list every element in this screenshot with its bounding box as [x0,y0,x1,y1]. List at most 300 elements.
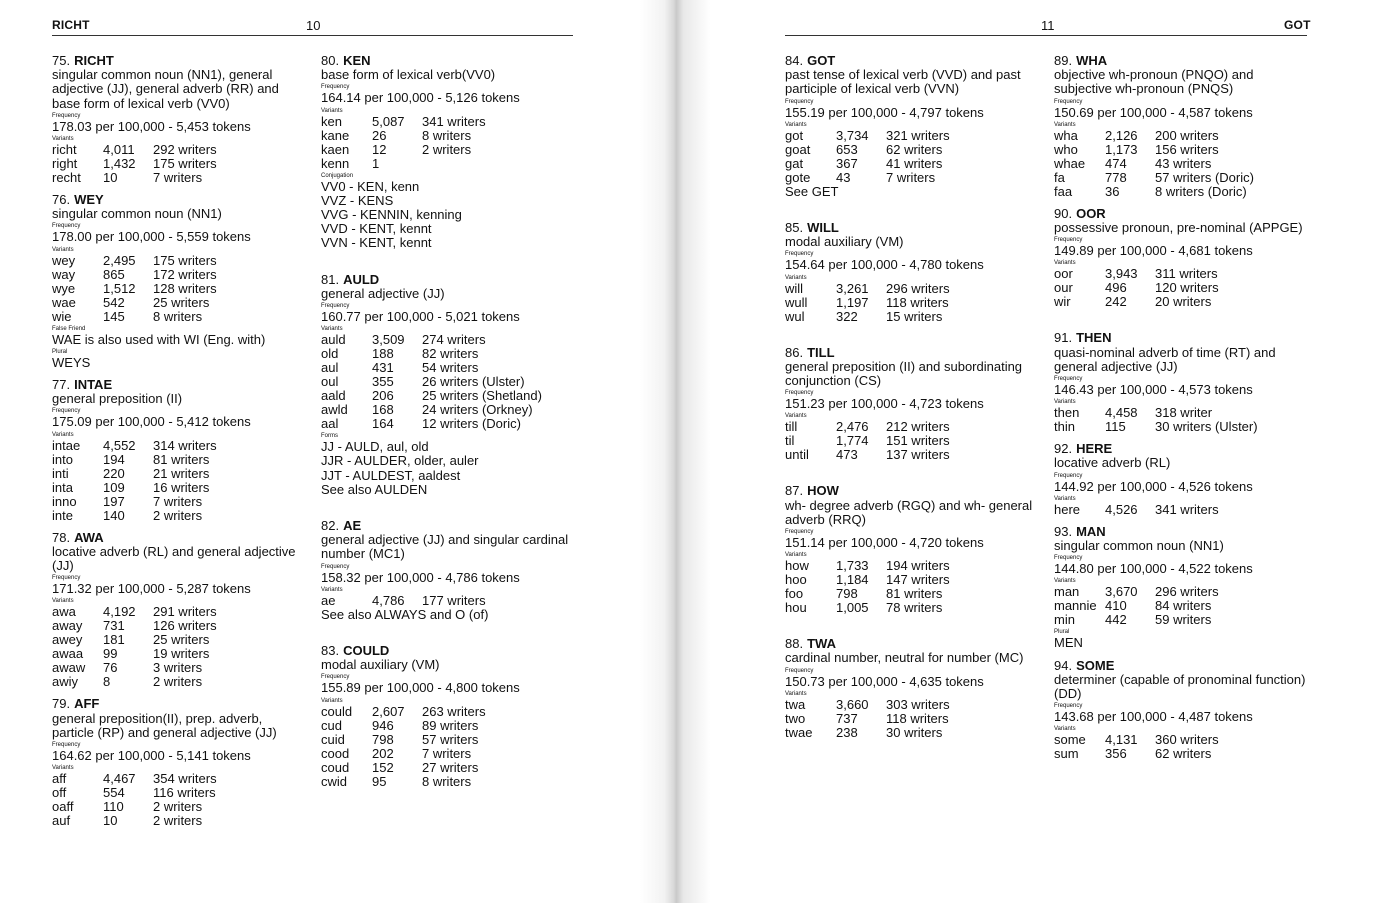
variant-form: wye [52,280,76,296]
book-gutter [640,0,710,903]
variant-form: gote [785,169,811,185]
variant-form: here [1054,501,1081,517]
variant-count: 2,476 [836,419,869,435]
variant-writers: 21 writers [153,465,210,481]
variant-writers: 311 writers [1155,266,1218,282]
variant-writers: 314 writers [153,437,217,453]
variant-count: 164 [372,416,394,432]
variants-label: Variants [321,107,343,114]
variant-form: will [785,280,804,296]
headword: MAN [1076,523,1106,539]
variant-count: 242 [1105,294,1127,310]
frequency-value: 164.62 per 100,000 - 5,141 tokens [52,748,251,764]
frequency-value: 150.73 per 100,000 - 4,635 tokens [785,673,984,689]
variant-row [52,439,217,453]
variants-table [1054,503,1219,517]
variant-form: richt [52,142,77,158]
variant-row [52,296,217,310]
variant-count: 3,943 [1105,266,1138,282]
variant-row [52,268,217,282]
frequency-value: 178.03 per 100,000 - 5,453 tokens [52,118,251,134]
variant-count: 3,660 [836,696,869,712]
variant-form: awld [321,402,348,418]
variant-writers: 177 writers [422,592,486,608]
variant-writers: 25 writers (Shetland) [422,388,542,404]
entry-number: 85. [785,220,804,236]
headword: RICHT [74,53,114,68]
variant-count: 473 [836,447,858,463]
variant-row [321,115,486,129]
dictionary-entry [321,519,575,622]
variants-label: Variants [785,552,807,559]
note-line: See GET [785,183,839,199]
variant-writers: 41 writers [886,155,943,171]
variant-form: thin [1054,419,1075,435]
variants-label: Variants [1054,121,1076,128]
note-label: Plural [52,348,68,355]
note-line: JJR - AULDER, older, auler [321,453,479,469]
variant-count: 4,552 [103,437,136,453]
dictionary-entry [1054,331,1308,434]
variant-row [52,675,217,689]
variant-count: 4,467 [103,771,136,787]
variant-row [785,129,950,143]
frequency-value: 175.09 per 100,000 - 5,412 tokens [52,414,251,430]
variant-writers: 137 writers [886,447,950,463]
variant-row [321,403,542,417]
variant-row [52,605,217,619]
part-of-speech: locative adverb (RL) [1054,455,1171,471]
entry-heading [321,273,575,287]
variant-count: 542 [103,294,125,310]
dictionary-entry [321,644,575,789]
variant-row [1054,747,1219,761]
variant-writers: 2 writers [422,141,472,157]
part-of-speech: base form of lexical verb(VV0) [321,67,496,83]
entry-heading [785,54,1040,68]
variant-writers: 126 writers [153,618,217,634]
variant-count: 115 [1105,419,1126,435]
page-number: 11 [1041,18,1055,33]
variant-form: could [321,703,353,719]
entry-spacer [785,623,1040,637]
variant-form: aul [321,360,339,376]
variant-count: 95 [372,773,387,789]
variant-count: 737 [836,710,858,726]
entry-number: 91. [1054,330,1073,346]
dictionary-entry [52,697,306,828]
variant-writers: 128 writers [153,280,217,296]
variant-form: until [785,447,809,463]
variant-count: 356 [1105,746,1127,762]
part-of-speech: general preposition(II), prep. adverb, particle (RP) and general adjective (JJ) [52,710,277,740]
variant-form: foo [785,586,804,602]
variant-row [1054,599,1219,613]
variant-writers: 175 writers [153,252,217,268]
part-of-speech: general preposition (II) and subordinating conjunction (CS) [785,358,1023,389]
variant-form: inno [52,493,77,509]
variant-row [785,698,950,712]
variant-writers: 2 writers [153,674,203,690]
variant-row [785,601,950,615]
header-rule [785,35,1307,36]
variant-row [321,347,542,361]
part-of-speech: singular common noun (NN1) [52,206,222,222]
variant-form: mannie [1054,598,1097,614]
variant-writers: 25 writers [153,632,210,648]
entry-heading [785,637,1040,651]
variant-form: cud [321,717,342,733]
variant-form: awey [52,632,83,648]
headword: WILL [807,220,839,236]
variant-form: how [785,558,809,574]
dictionary-entry [785,484,1040,615]
entry-heading [52,54,306,68]
note-line: VVN - KENT, kennt [321,235,432,251]
variant-row [52,661,217,675]
variant-form: our [1054,280,1073,296]
headword: KEN [343,53,371,68]
frequency-value: 171.32 per 100,000 - 5,287 tokens [52,581,251,597]
variant-count: 410 [1105,598,1127,614]
variant-row [52,647,217,661]
variant-count: 1,184 [836,572,869,588]
frequency-label: Frequency [785,390,814,397]
frequency-label: Frequency [321,84,350,91]
variant-writers: 19 writers [153,646,210,662]
entry-heading [52,531,306,545]
variant-writers: 263 writers [422,703,486,719]
variant-count: 554 [103,785,125,801]
note-label: False Friend [52,325,86,332]
variant-row [1054,295,1219,309]
headword: HOW [807,483,839,499]
variant-writers: 303 writers [886,696,950,712]
part-of-speech: general adjective (JJ) and singular cardinal number (MC1) [321,532,569,562]
variant-writers: 7 writers [422,745,472,761]
variant-count: 99 [103,646,118,662]
running-head: GOT [1284,18,1311,32]
left-column-1 [52,54,306,836]
variant-row [785,296,950,310]
variant-row [321,775,486,789]
header-rule [52,35,573,36]
frequency-label: Frequency [1054,237,1083,244]
variant-writers: 62 writers [1155,746,1212,762]
frequency-label: Frequency [1054,555,1083,562]
part-of-speech: singular common noun (NN1) [1054,538,1224,554]
dictionary-entry [1054,659,1308,762]
variant-row [52,254,217,268]
note-line: VVG - KENNIN, kenning [321,207,462,223]
part-of-speech: cardinal number, neutral for number (MC) [785,650,1024,666]
entry-number: 94. [1054,657,1073,673]
variant-row [321,333,542,347]
headword: SOME [1076,657,1115,673]
right-page [680,0,1373,903]
frequency-label: Frequency [52,223,81,230]
dictionary-entry [785,346,1040,463]
variant-form: ae [321,592,336,608]
part-of-speech: singular common noun (NN1), general adjective (JJ), general adverb (RR) and base form of lexical verb (VV0) [52,67,279,111]
entry-heading [321,644,575,658]
variant-row [321,594,486,608]
variant-count: 442 [1105,612,1127,628]
variant-form: recht [52,170,81,186]
variant-writers: 54 writers [422,360,479,376]
entry-number: 82. [321,518,340,534]
variant-count: 4,458 [1105,405,1138,421]
variant-writers: 30 writers (Ulster) [1155,419,1258,435]
variant-writers: 2 writers [153,813,203,829]
note-line: VVD - KENT, kennt [321,221,432,237]
frequency-value: 155.19 per 100,000 - 4,797 tokens [785,104,984,120]
note-line: See also AULDEN [321,481,428,497]
variant-form: then [1054,405,1080,421]
variant-writers: 291 writers [153,604,217,620]
variant-writers: 8 writers [422,127,472,143]
note-line: MEN [1054,635,1083,651]
entry-number: 81. [321,271,340,287]
variants-label: Variants [1054,495,1076,502]
entry-number: 86. [785,344,804,360]
variant-form: some [1054,732,1086,748]
entry-spacer [321,630,575,644]
variants-label: Variants [52,598,74,605]
variant-count: 4,786 [372,592,405,608]
variant-row [1054,503,1219,517]
note-line: VVZ - KENS [321,192,394,208]
variant-writers: 318 writer [1155,405,1213,421]
variant-form: old [321,346,339,362]
headword: AWA [74,529,104,545]
entry-spacer [1054,317,1308,331]
part-of-speech: possessive pronoun, pre-nominal (APPGE) [1054,220,1303,236]
variants-label: Variants [321,586,343,593]
variants-table [52,143,217,185]
frequency-label: Frequency [52,575,81,582]
variants-label: Variants [52,246,74,253]
variant-form: intae [52,437,81,453]
entry-number: 88. [785,636,804,652]
variant-count: 798 [372,731,394,747]
frequency-value: 149.89 per 100,000 - 4,681 tokens [1054,243,1253,259]
variant-form: sum [1054,746,1079,762]
entry-number: 75. [52,53,71,68]
entry-heading [52,193,306,207]
frequency-label: Frequency [785,251,814,258]
variant-count: 181 [103,632,125,648]
variants-table [1054,733,1219,761]
variant-row [785,420,950,434]
variant-row [321,747,486,761]
headword: HERE [1076,441,1113,457]
variant-form: wull [785,294,808,310]
frequency-value: 143.68 per 100,000 - 4,487 tokens [1054,709,1253,725]
entry-number: 76. [52,192,71,208]
variants-table [1054,585,1219,627]
note-label: Forms [321,433,338,440]
frequency-label: Frequency [1054,703,1083,710]
headword: TWA [807,636,836,652]
variant-writers: 8 writers [422,773,472,789]
variant-row [1054,143,1254,157]
variant-count: 2,607 [372,703,405,719]
variant-row [321,389,542,403]
variant-row [52,481,217,495]
variant-count: 946 [372,717,394,733]
variant-count: 10 [103,813,118,829]
part-of-speech: quasi-nominal adverb of time (RT) and general adjective (JJ) [1054,344,1276,374]
frequency-value: 150.69 per 100,000 - 4,587 tokens [1054,104,1253,120]
headword: TILL [807,344,835,360]
variants-label: Variants [785,121,807,128]
part-of-speech: locative adverb (RL) and general adjective (JJ) [52,543,296,574]
variant-count: 197 [103,493,125,509]
variant-writers: 292 writers [153,142,217,158]
variants-table [52,605,217,689]
entry-number: 83. [321,643,340,659]
variant-count: 1,733 [836,558,869,574]
entry-number: 87. [785,483,804,499]
variant-row [1054,613,1219,627]
variant-writers: 59 writers [1155,612,1212,628]
variant-row [1054,281,1219,295]
variant-writers: 341 writers [1155,501,1219,517]
variant-form: aff [52,771,67,787]
frequency-label: Frequency [785,529,814,536]
note-line: JJ - AULD, aul, old [321,439,429,455]
variant-row [1054,733,1219,747]
variant-count: 731 [103,618,125,634]
variant-count: 3,734 [836,127,869,143]
variant-count: 168 [372,402,394,418]
entry-heading [1054,525,1308,539]
variant-row [321,705,486,719]
variant-count: 202 [372,745,394,761]
variant-row [52,786,217,800]
variant-row [1054,420,1258,434]
variant-count: 3,261 [836,280,869,296]
frequency-value: 154.64 per 100,000 - 4,780 tokens [785,257,984,273]
dictionary-entry [1054,442,1308,517]
part-of-speech: general preposition (II) [52,391,183,407]
variant-row [52,800,217,814]
headword: GOT [807,53,836,68]
variant-writers: 147 writers [886,572,950,588]
variant-form: wir [1054,294,1071,310]
variant-count: 36 [1105,183,1120,199]
variant-writers: 81 writers [153,451,210,467]
note-line: See also ALWAYS and O (of) [321,606,489,622]
headword: AFF [74,696,100,712]
part-of-speech: determiner (capable of pronominal function) (DD) [1054,671,1306,702]
headword: AULD [343,271,380,287]
variant-row [785,448,950,462]
entry-heading [52,378,306,392]
frequency-value: 160.77 per 100,000 - 5,021 tokens [321,309,520,325]
variant-row [52,772,217,786]
variant-count: 798 [836,586,858,602]
variant-form: ken [321,113,342,129]
variant-writers: 15 writers [886,308,943,324]
variants-label: Variants [52,765,74,772]
variant-count: 653 [836,141,858,157]
entry-number: 79. [52,696,71,712]
part-of-speech: objective wh-pronoun (PNQO) and subjective wh-pronoun (PNQS) [1054,67,1254,97]
variants-label: Variants [785,274,807,281]
entry-heading [1054,54,1308,68]
entry-number: 93. [1054,523,1073,539]
variant-form: twae [785,724,813,740]
frequency-label: Frequency [52,112,81,119]
variant-form: til [785,433,795,449]
frequency-value: 151.14 per 100,000 - 4,720 tokens [785,535,984,551]
part-of-speech: modal auxiliary (VM) [785,234,904,250]
note-line: VV0 - KEN, kenn [321,178,420,194]
variant-form: till [785,419,798,435]
variant-writers: 116 writers [153,785,216,801]
variants-table [785,282,950,324]
variant-count: 12 [372,141,387,157]
variant-count: 865 [103,266,125,282]
variant-row [52,453,217,467]
variant-writers: 8 writers [153,308,203,324]
variant-form: gat [785,155,804,171]
variant-writers: 43 writers [1155,155,1212,171]
variant-writers: 57 writers [422,731,479,747]
variant-form: aald [321,388,346,404]
part-of-speech: wh- degree adverb (RGQ) and wh- general adverb (RRQ) [785,497,1033,527]
variant-form: oor [1054,266,1073,282]
frequency-value: 144.92 per 100,000 - 4,526 tokens [1054,478,1253,494]
variants-table [1054,267,1219,309]
variant-form: goat [785,141,811,157]
variant-row [785,712,950,726]
variant-count: 4,526 [1105,501,1138,517]
variant-count: 1 [372,155,380,171]
variant-writers: 7 writers [153,170,203,186]
variants-table [52,772,217,828]
variant-writers: 57 writers (Doric) [1155,169,1254,185]
variant-form: awiy [52,674,79,690]
note-line: WAE is also used with WI (Eng. with) [52,331,266,347]
variant-count: 220 [103,465,125,481]
entry-heading [1054,442,1308,456]
variant-form: who [1054,141,1078,157]
variant-row [321,143,486,157]
variant-writers: 118 writers [886,294,949,310]
variant-count: 152 [372,759,394,775]
variant-writers: 296 writers [1155,584,1219,600]
variants-table [785,129,950,185]
left-column-2 [321,54,575,797]
entry-heading [321,54,575,68]
variant-writers: 78 writers [886,600,943,616]
variants-label: Variants [52,136,74,143]
variant-row [321,129,486,143]
variant-count: 238 [836,724,858,740]
variant-count: 10 [103,170,118,186]
variant-row [785,726,950,740]
dictionary-entry [321,273,575,497]
variant-row [1054,157,1254,171]
variants-table [52,254,217,324]
headword: WHA [1076,53,1108,68]
entry-number: 80. [321,53,340,68]
variant-count: 496 [1105,280,1127,296]
frequency-label: Frequency [1054,376,1083,383]
